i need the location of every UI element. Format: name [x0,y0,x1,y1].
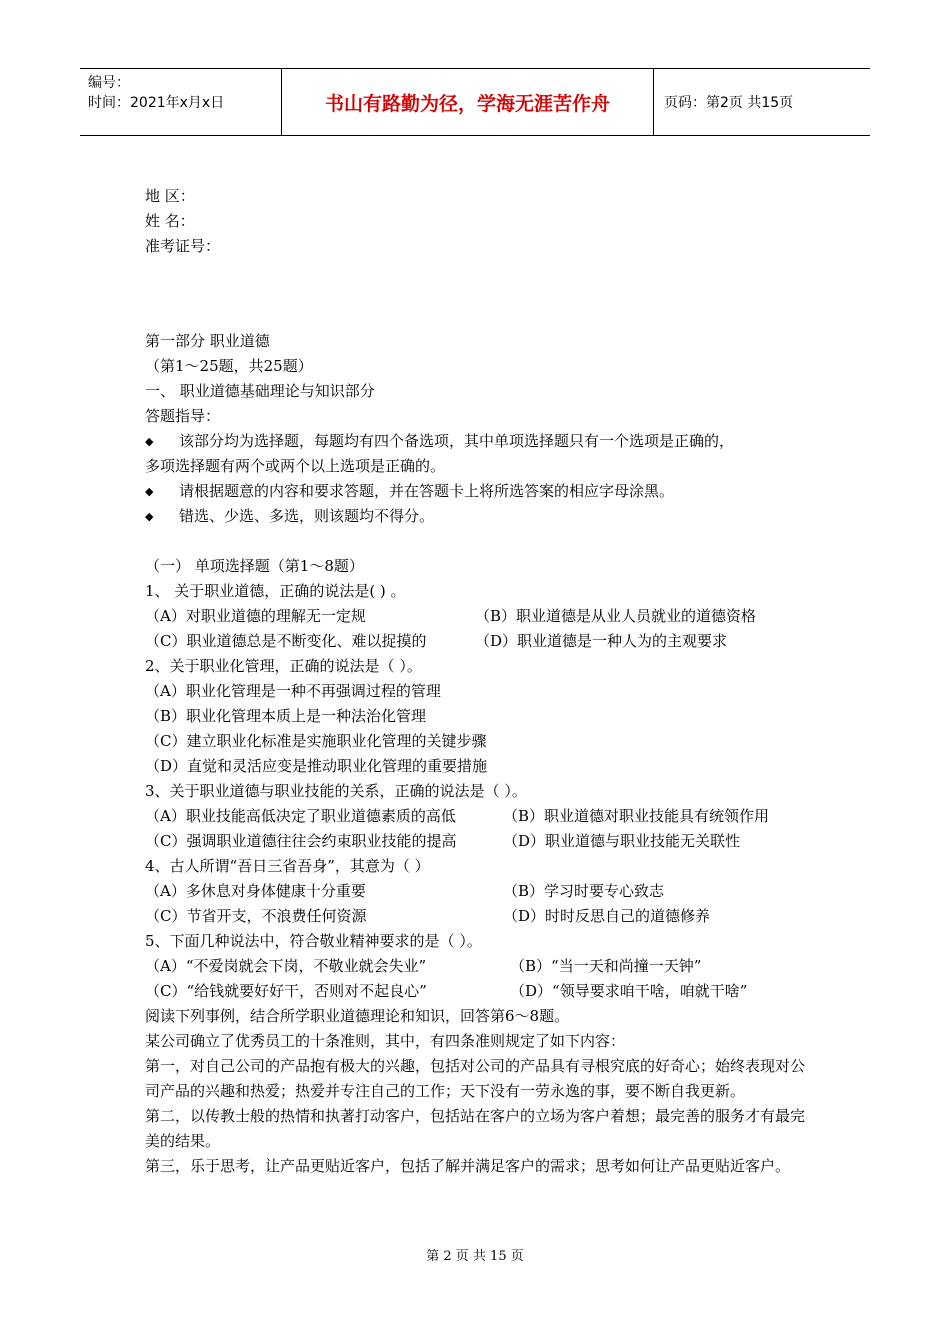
page-footer: 第 2 页 共 15 页 [426,1249,524,1264]
question-1-options-ab [145,604,810,629]
option-1a: （A）对职业道德的理解无一定规 [145,607,366,625]
option-5b: （B）“当一天和尚撞一天钟” [510,957,702,975]
case-paragraph-1: 第一，对自己公司的产品抱有极大的兴趣，包括对公司的产品具有寻根究底的好奇心；始终表现对公司产品的兴趣和热爱；热爱并专注自己的工作；天下没有一劳永逸的事，要不断自我更新。 [145,1057,806,1100]
single-choice-title: （一） 单项选择题（第1～8题） [145,557,364,575]
case-paragraph-2: 第二，以传教士般的热情和执著打动客户，包括站在客户的立场为客户着想；最完善的服务才有最完美的结果。 [145,1107,806,1150]
question-1-options-cd [145,629,810,654]
question-5: 5、下面几种说法中，符合敬业精神要求的是（ ）。 [145,932,482,950]
bullet-icon: ◆ [145,510,154,523]
field-region: 地 区： [145,187,195,205]
header-motto: 书山有路勤为径，学海无涯苦作舟 [282,69,654,135]
guide-text-1a: 该部分均为选择题，每题均有四个备选项，其中单项选择题只有一个选项是正确的， [179,432,735,450]
option-4d: （D）时时反思自己的道德修养 [503,907,711,925]
guide-text-1b: 多项选择题有两个或两个以上选项是正确的。 [145,457,446,475]
question-1: 1、 关于职业道德，正确的说法是( ) 。 [145,582,406,600]
question-4-options-cd [145,904,810,929]
option-1b: （B）职业道德是从业人员就业的道德资格 [475,607,757,625]
option-4a: （A）多休息对身体健康十分重要 [145,882,366,900]
question-2: 2、关于职业化管理，正确的说法是（ ）。 [145,657,422,675]
document-body [145,184,810,1179]
question-3: 3、关于职业道德与职业技能的关系，正确的说法是（ ）。 [145,782,527,800]
option-2d: （D）直觉和灵活应变是推动职业化管理的重要措施 [145,757,488,775]
question-3-options-ab [145,804,810,829]
option-5d: （D）“领导要求咱干啥，咱就干啥” [510,982,748,1000]
guide-text-2: 请根据题意的内容和要求答题，并在答题卡上将所选答案的相应字母涂黑。 [179,482,675,500]
reading-instruction: 阅读下列事例，结合所学职业道德理论和知识，回答第6～8题。 [145,1007,570,1025]
page-header [80,68,870,136]
question-4: 4、古人所谓“吾日三省吾身”，其意为（ ） [145,857,430,875]
question-5-options-cd [145,979,810,1004]
section-title: 第一部分 职业道德 [145,332,270,350]
section-subtitle: （第1～25题，共25题） [145,357,313,375]
option-5c: （C）“给钱就要好好干，否则对不起良心” [145,982,427,1000]
option-4b: （B）学习时要专心致志 [503,882,665,900]
option-3c: （C）强调职业道德往往会约束职业技能的提高 [145,832,457,850]
guide-item-2 [145,479,810,504]
guide-item-1 [145,429,810,454]
option-1d: （D）职业道德是一种人为的主观要求 [475,632,728,650]
guide-text-3: 错选、少选、多选，则该题均不得分。 [179,507,435,525]
option-3a: （A）职业技能高低决定了职业道德素质的高低 [145,807,456,825]
case-paragraph-3: 第三，乐于思考，让产品更贴近客户，包括了解并满足客户的需求；思考如何让产品更贴近客户。 [145,1157,791,1175]
option-3b: （B）职业道德对职业技能具有统领作用 [503,807,770,825]
field-name: 姓 名： [145,212,195,230]
option-3d: （D）职业道德与职业技能无关联性 [503,832,741,850]
header-page-info: 页码：第2页 共15页 [664,95,794,111]
case-intro: 某公司确立了优秀员工的十条准则，其中，有四条准则规定了如下内容： [145,1032,626,1050]
code-label: 编号： [88,75,130,91]
bullet-icon: ◆ [145,435,154,448]
option-2b: （B）职业化管理本质上是一种法治化管理 [145,707,427,725]
header-meta [80,69,282,135]
field-exam-no: 准考证号： [145,237,221,255]
section-part: 一、 职业道德基础理论与知识部分 [145,382,375,400]
time-label: 时间：2021年x月x日 [88,95,225,111]
option-4c: （C）节省开支，不浪费任何资源 [145,907,367,925]
guide-item-3 [145,504,810,529]
question-5-options-ab [145,954,810,979]
option-2c: （C）建立职业化标准是实施职业化管理的关键步骤 [145,732,487,750]
option-5a: （A）“不爱岗就会下岗，不敬业就会失业” [145,957,427,975]
guide-label: 答题指导： [145,407,221,425]
question-4-options-ab [145,879,810,904]
option-2a: （A）职业化管理是一种不再强调过程的管理 [145,682,441,700]
bullet-icon: ◆ [145,485,154,498]
question-3-options-cd [145,829,810,854]
option-1c: （C）职业道德总是不断变化、难以捉摸的 [145,632,427,650]
